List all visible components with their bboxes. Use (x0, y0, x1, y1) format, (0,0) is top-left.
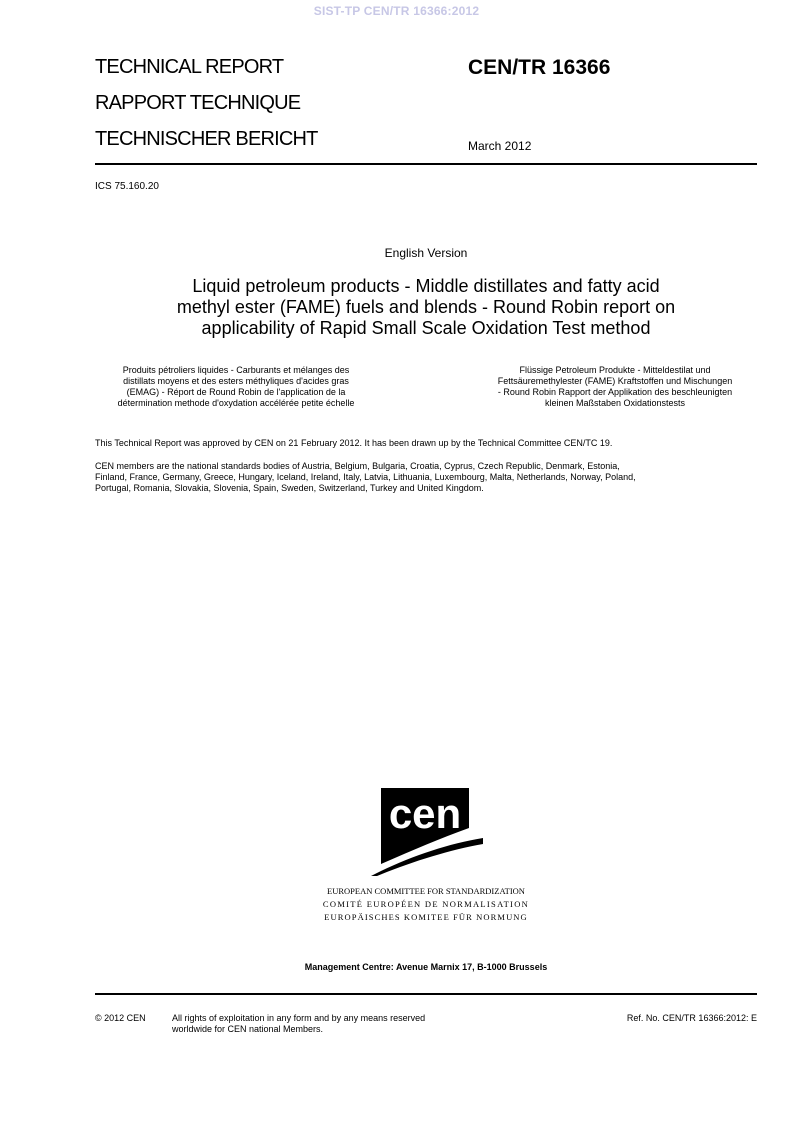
cen-logo-graphic (371, 788, 483, 876)
members-line: Finland, France, Germany, Greece, Hungary, Iceland, Ireland, Italy, Latvia, Lithuania, Luxembourg, Malta, Netherlands, Norway, Poland, (95, 472, 636, 482)
footer-divider (95, 993, 757, 995)
cen-logo (371, 788, 483, 876)
title-line: methyl ester (FAME) fuels and blends - Round Robin report on (176, 297, 676, 317)
cen-members-statement (95, 461, 757, 494)
title-line: Liquid petroleum products - Middle distillates and fatty acid (192, 276, 660, 296)
french-title-line: distillats moyens et des esters méthyliques d'acides gras (123, 376, 349, 386)
members-line: CEN members are the national standards bodies of Austria, Belgium, Bulgaria, Croatia, Cyprus, Czech Republic, Denmark, Estonia, (95, 461, 620, 471)
watermark: SIST-TP CEN/TR 16366:2012 (313, 4, 480, 18)
report-type-de: TECHNISCHER BERICHT (95, 128, 318, 150)
german-title-line: Fettsäuremethylester (FAME) Kraftstoffen und Mischungen (497, 376, 733, 386)
language-version: English Version (384, 246, 468, 260)
ics-code: ICS 75.160.20 (95, 181, 159, 192)
document-number: CEN/TR 16366 (468, 56, 611, 79)
org-name-en: EUROPEAN COMMITTEE FOR STANDARDIZATION (327, 886, 525, 896)
header-divider (95, 163, 757, 165)
rights-line: All rights of exploitation in any form and by any means reserved (172, 1013, 426, 1023)
french-title-line: Produits pétroliers liquides - Carburants et mélanges des (122, 365, 350, 375)
approval-statement: This Technical Report was approved by CEN on 21 February 2012. It has been drawn up by the Technical Committee CEN/TC 19. (95, 438, 613, 448)
german-title-line: - Round Robin Rapport der Applikation des beschleunigten (497, 387, 733, 397)
french-title-line: (EMAG) - Réport de Round Robin de l'application de la (126, 387, 346, 397)
cen-logo-text: cen (388, 790, 462, 837)
report-type-fr: RAPPORT TECHNIQUE (95, 92, 301, 114)
org-name-fr: COMITÉ EUROPÉEN DE NORMALISATION (322, 899, 530, 909)
french-title (76, 365, 396, 409)
report-type-en: TECHNICAL REPORT (95, 56, 284, 78)
publication-date: March 2012 (468, 139, 532, 153)
org-name-de: EUROPÄISCHES KOMITEE FÜR NORMUNG (324, 912, 528, 922)
copyright: © 2012 CEN (95, 1013, 146, 1023)
title-line: applicability of Rapid Small Scale Oxidation Test method (201, 318, 651, 338)
document-title (95, 276, 757, 339)
members-line: Portugal, Romania, Slovakia, Slovenia, Spain, Sweden, Switzerland, Turkey and United Kingdom. (95, 483, 484, 493)
german-title-line: Flüssige Petroleum Produkte - Mitteldestilat und (519, 365, 711, 375)
rights-line: worldwide for CEN national Members. (172, 1024, 324, 1034)
rights-notice (172, 1013, 502, 1035)
management-centre-address: Management Centre: Avenue Marnix 17, B-1000 Brussels (304, 962, 548, 972)
french-title-line: détermination methode d'oxydation accélérée petite échelle (117, 398, 355, 408)
german-title (460, 365, 770, 409)
german-title-line: kleinen Maßstaben Oxidationstests (544, 398, 686, 408)
reference-number: Ref. No. CEN/TR 16366:2012: E (626, 1013, 757, 1023)
